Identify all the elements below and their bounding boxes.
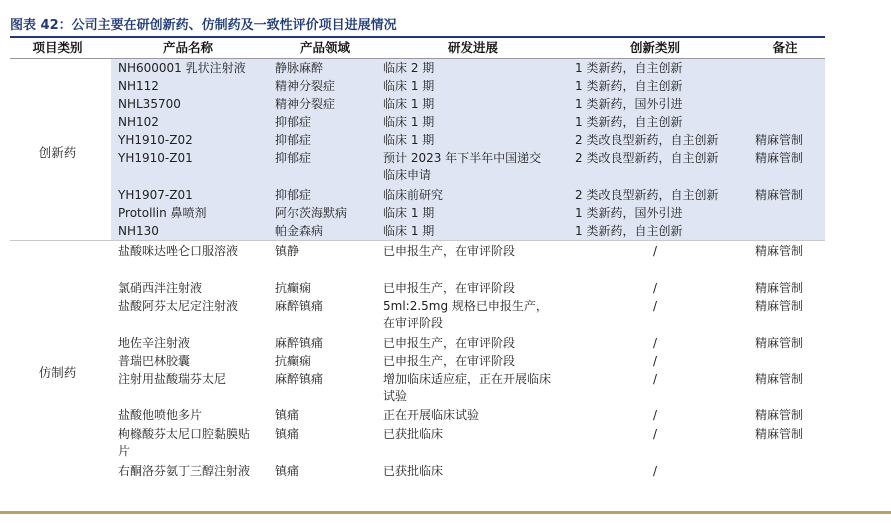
innovation-type: / [652, 299, 658, 313]
product-name: YH1907-Z01 [118, 188, 193, 202]
category-innovative: 创新药 [38, 145, 77, 160]
note: 精麻管制 [755, 336, 804, 350]
innovation-type: / [652, 372, 658, 386]
product-name: NH102 [118, 115, 159, 129]
table-row [10, 463, 825, 499]
table-row [10, 371, 825, 407]
rd-progress: 已申报生产，在审评阶段 [383, 244, 516, 258]
note: 精麻管制 [755, 188, 804, 202]
product-name: NHL35700 [118, 97, 181, 111]
note: 精麻管制 [755, 408, 804, 422]
product-name: NH600001 乳状注射液 [118, 61, 246, 75]
innovation-type: 2 类改良型新药，自主创新 [575, 151, 719, 165]
rd-progress: 已获批临床 [383, 427, 444, 441]
product-name: 盐酸阿芬太尼定注射液 [118, 299, 239, 313]
product-field: 静脉麻醉 [275, 61, 324, 75]
note: 精麻管制 [755, 281, 804, 295]
note: 精麻管制 [755, 133, 804, 147]
product-field: 镇静 [275, 244, 300, 258]
rd-progress: 临床 1 期 [383, 133, 435, 147]
table-row [10, 205, 825, 223]
innovation-type: 1 类新药，自主创新 [575, 224, 683, 238]
product-name: NH130 [118, 224, 159, 238]
innovation-type: 1 类新药，自主创新 [575, 115, 683, 129]
note: 精麻管制 [755, 299, 804, 313]
rd-progress: 预计 2023 年下半年中国递交临床申请 [383, 151, 542, 182]
rd-progress: 已申报生产，在审评阶段 [383, 281, 516, 295]
innovation-type: / [652, 354, 658, 368]
header-progress: 研发进展 [447, 40, 498, 55]
product-field: 抑郁症 [275, 115, 312, 129]
innovation-type: 1 类新药，自主创新 [575, 61, 683, 75]
product-name: YH1910-Z02 [118, 133, 193, 147]
header-field: 产品领域 [299, 40, 350, 55]
product-field: 抑郁症 [275, 188, 312, 202]
rd-progress: 已获批临床 [383, 464, 444, 478]
table-row [10, 114, 825, 132]
rd-progress: 临床 1 期 [383, 224, 435, 238]
product-name: NH112 [118, 79, 159, 93]
innovation-type: / [652, 336, 658, 350]
innovation-type: / [652, 427, 658, 441]
header-innovation-type: 创新类别 [629, 40, 680, 55]
table-row [10, 96, 825, 114]
rd-progress: 临床 1 期 [383, 97, 435, 111]
innovation-type: 2 类改良型新药，自主创新 [575, 133, 719, 147]
page-bottom-divider [0, 511, 891, 514]
note: 精麻管制 [755, 372, 804, 386]
rd-progress: 增加临床适应症，正在开展临床试验 [383, 372, 552, 403]
header-note: 备注 [772, 40, 798, 55]
table-row [10, 243, 825, 279]
product-name: 右酮洛芬氨丁三醇注射液 [118, 464, 251, 478]
table-row [10, 187, 825, 205]
table-row [10, 407, 825, 425]
product-name: 普瑞巴林胶囊 [118, 354, 191, 368]
product-name: 盐酸他喷他多片 [118, 408, 203, 422]
product-field: 抗癫痫 [275, 354, 312, 368]
table-row [10, 150, 825, 186]
product-field: 麻醉镇痛 [275, 372, 324, 386]
innovation-type: / [652, 464, 658, 478]
product-name: 氯硝西泮注射液 [118, 281, 203, 295]
rd-progress: 临床 1 期 [383, 79, 435, 93]
rd-progress: 临床 1 期 [383, 206, 435, 220]
product-field: 精神分裂症 [275, 79, 336, 93]
category-generic: 仿制药 [38, 365, 77, 380]
table-row [10, 60, 825, 78]
product-field: 麻醉镇痛 [275, 336, 324, 350]
product-name: Protollin 鼻喷剂 [118, 206, 207, 220]
innovation-type: 2 类改良型新药，自主创新 [575, 188, 719, 202]
product-name: YH1910-Z01 [118, 151, 193, 165]
innovation-type: / [652, 408, 658, 422]
table-row [10, 298, 825, 334]
header-product-name: 产品名称 [162, 40, 213, 55]
product-name: 枸橼酸芬太尼口腔黏膜贴片 [118, 427, 251, 458]
product-field: 精神分裂症 [275, 97, 336, 111]
product-name: 地佐辛注射液 [118, 336, 191, 350]
table-row [10, 426, 825, 462]
product-name: 盐酸咪达唑仑口服溶液 [118, 244, 239, 258]
rd-progress: 临床 1 期 [383, 115, 435, 129]
table-title: 图表 42：公司主要在研创新药、仿制药及一致性评价项目进展情况 [10, 18, 397, 33]
product-field: 镇痛 [275, 464, 300, 478]
note: 精麻管制 [755, 151, 804, 165]
product-field: 镇痛 [275, 408, 300, 422]
rd-progress: 临床 2 期 [383, 61, 435, 75]
table-row [10, 78, 825, 96]
product-field: 阿尔茨海默病 [275, 206, 348, 220]
product-field: 麻醉镇痛 [275, 299, 324, 313]
rd-progress: 正在开展临床试验 [383, 408, 480, 422]
product-field: 抑郁症 [275, 151, 312, 165]
product-field: 抗癫痫 [275, 281, 312, 295]
product-field: 帕金森病 [275, 224, 324, 238]
table-row [10, 223, 825, 241]
rd-progress: 临床前研究 [383, 188, 444, 202]
table-row [10, 335, 825, 353]
header-category: 项目类别 [32, 40, 83, 55]
table-row [10, 353, 825, 371]
rd-progress: 5ml:2.5mg 规格已申报生产，在审评阶段 [383, 299, 548, 330]
product-field: 镇痛 [275, 427, 300, 441]
note: 精麻管制 [755, 427, 804, 441]
product-field: 抑郁症 [275, 133, 312, 147]
innovation-type: / [652, 244, 658, 258]
product-name: 注射用盐酸瑞芬太尼 [118, 372, 227, 386]
rd-progress: 已申报生产，在审评阶段 [383, 336, 516, 350]
table-row [10, 132, 825, 150]
innovation-type: 1 类新药，自主创新 [575, 79, 683, 93]
table-row [10, 280, 825, 298]
innovation-type: 1 类新药，国外引进 [575, 206, 683, 220]
innovation-type: 1 类新药，国外引进 [575, 97, 683, 111]
note: 精麻管制 [755, 244, 804, 258]
innovation-type: / [652, 281, 658, 295]
rd-progress: 已申报生产，在审评阶段 [383, 354, 516, 368]
title-divider [10, 36, 825, 38]
